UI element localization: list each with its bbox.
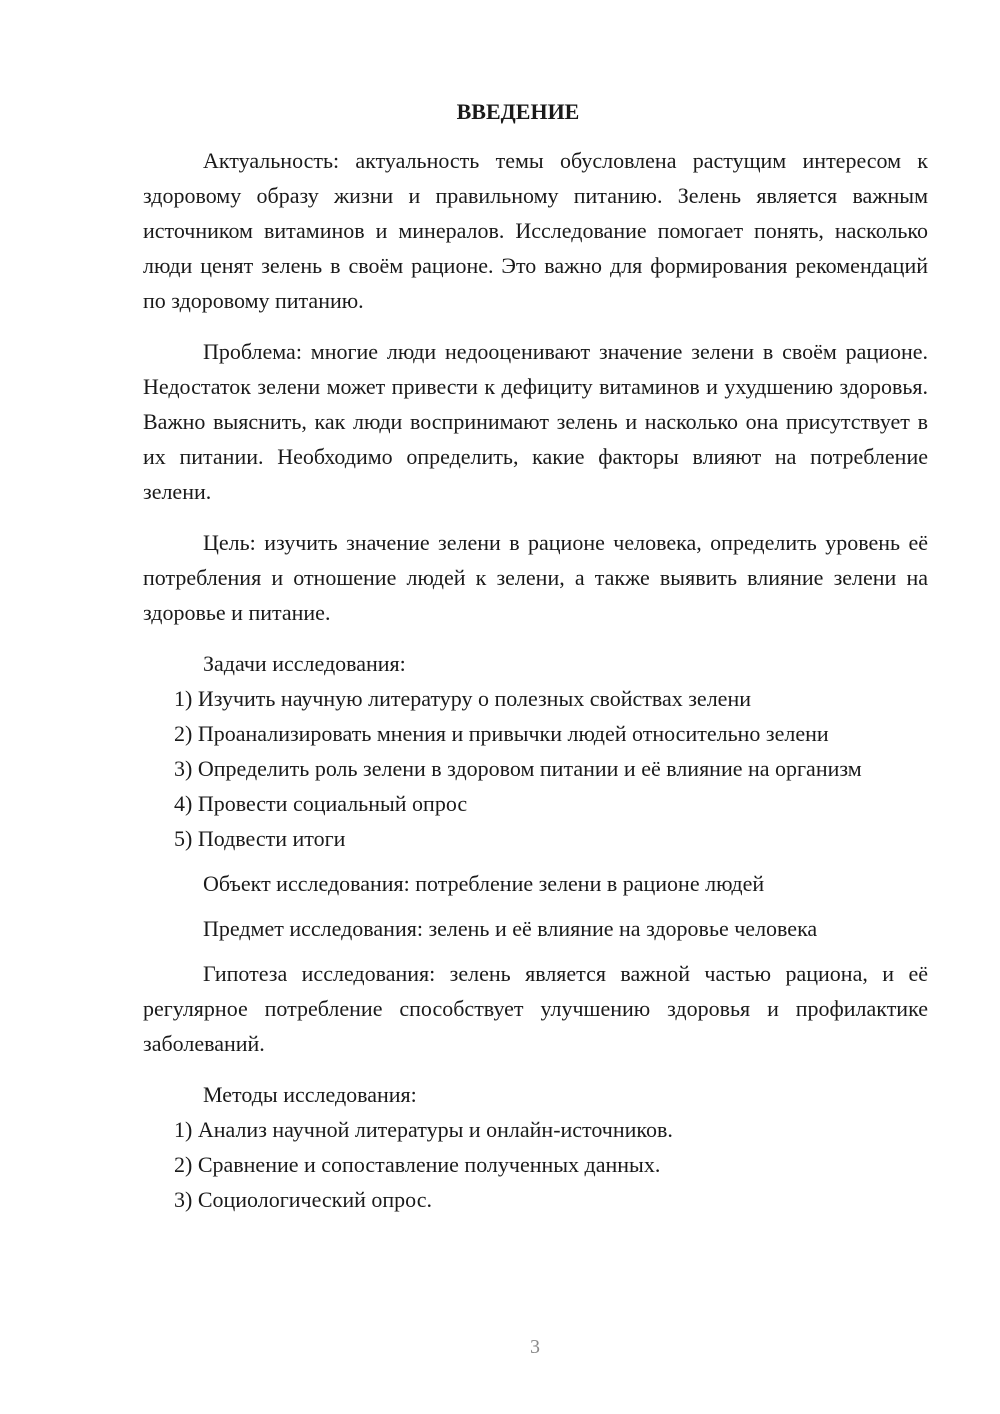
task-item-2: 2) Проанализировать мнения и привычки людей относительно зелени <box>174 721 829 746</box>
task-item-1: 1) Изучить научную литературу о полезных свойствах зелени <box>174 686 751 711</box>
paragraph-problem: Проблема: многие люди недооценивают значение зелени в своём рационе. Недостаток зелени может привести к дефициту витаминов и ухудшению здоровья. Важно выяснить, как люди воспринимают зелень и насколько она присутствует в их питании. Необходимо определить, какие факторы влияют на потребление зелени. <box>143 339 928 504</box>
paragraph-object: Объект исследования: потребление зелени в рационе людей <box>203 871 765 896</box>
page-body <box>143 143 928 1217</box>
paragraph-goal: Цель: изучить значение зелени в рационе человека, определить уровень её потребления и отношение людей к зелени, а также выявить влияние зелени на здоровье и питание. <box>143 530 928 625</box>
task-item-4: 4) Провести социальный опрос <box>174 791 468 816</box>
page-number: 3 <box>530 1336 540 1358</box>
paragraph-subject: Предмет исследования: зелень и её влияние на здоровье человека <box>203 916 818 941</box>
method-item-2: 2) Сравнение и сопоставление полученных данных. <box>174 1152 661 1177</box>
paragraph-hypothesis: Гипотеза исследования: зелень является важной частью рациона, и её регулярное потребление способствует улучшению здоровья и профилактике заболеваний. <box>143 961 928 1056</box>
methods-heading: Методы исследования: <box>203 1082 417 1107</box>
paragraph-relevance: Актуальность: актуальность темы обусловлена растущим интересом к здоровому образу жизни и правильному питанию. Зелень является важным источником витаминов и минералов. Исследование помогает понять, насколько люди ценят зелень в своём рационе. Это важно для формирования рекомендаций по здоровому питанию. <box>143 148 928 313</box>
method-item-3: 3) Социологический опрос. <box>174 1187 432 1212</box>
method-item-1: 1) Анализ научной литературы и онлайн-источников. <box>174 1117 673 1142</box>
task-item-3: 3) Определить роль зелени в здоровом питании и её влияние на организм <box>174 756 862 781</box>
page-title: ВВЕДЕНИЕ <box>456 99 580 124</box>
task-item-5: 5) Подвести итоги <box>174 826 346 851</box>
tasks-heading: Задачи исследования: <box>203 651 406 676</box>
